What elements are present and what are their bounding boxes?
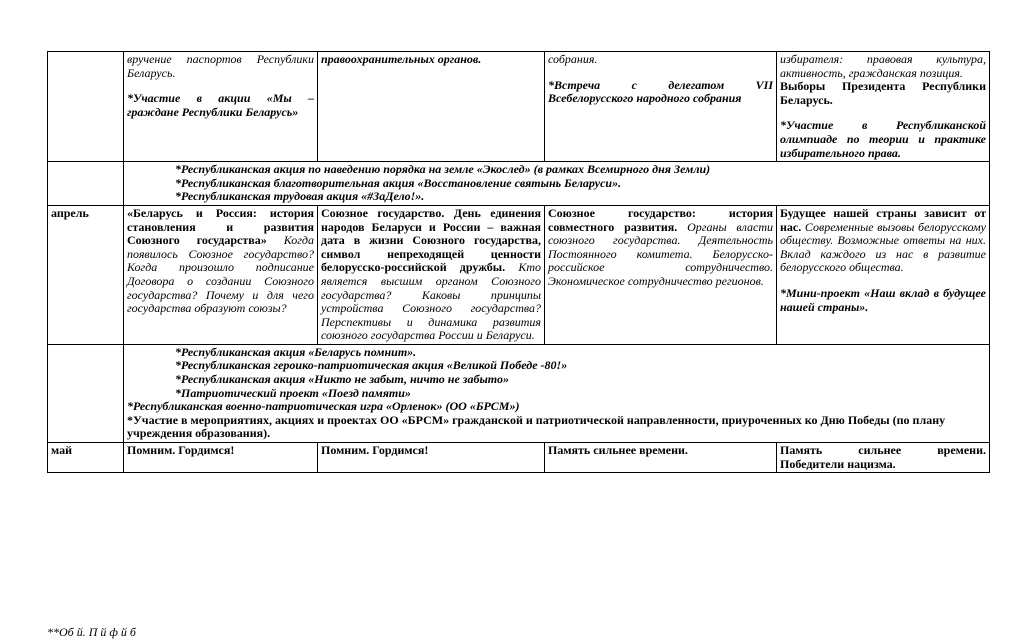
march-week1-action: *Участие в акции «Мы – граждане Республики Беларусь» [127, 91, 314, 119]
event-item: *Республиканская благотворительная акция «Восстановление святынь Беларуси». [175, 175, 622, 190]
march-week4-olympiad: *Участие в Республиканской олимпиаде по теории и практике избирательного права. [780, 118, 986, 160]
march-week4-text: избирателя: правовая культура, активность, гражданская позиция. [780, 52, 986, 80]
may-week2-cell: Помним. Гордимся! [318, 443, 545, 473]
event-item: *Республиканская акция «Никто не забыт, ничто не забыто» [175, 372, 509, 387]
april-week1-title: «Беларусь и Россия: история становления и развития Союзного государства» [127, 205, 314, 248]
month-cell-may: май [48, 443, 124, 473]
april-events-cell [124, 344, 990, 442]
april-week3-title: Союзное государство: история совместного развития. [548, 205, 773, 234]
event-item: *Республиканская героико-патриотическая акция «Великой Победе -80!» [175, 358, 568, 373]
april-week2-title: Союзное государство. День единения народов Беларуси и России – важная дата в жизни Союзного государства, символ непреходящей ценности белорусско-российской дружбы. [321, 205, 541, 275]
table-row-april-events [48, 344, 990, 442]
april-week2-cell [318, 205, 545, 344]
event-item: *Республиканская акция «Беларусь помнит». [175, 344, 417, 359]
march-week3-text: собрания. [548, 52, 598, 66]
month-cell-empty [48, 162, 124, 206]
march-week4-elections: Выборы Президента Республики Беларусь. [780, 79, 986, 107]
plan-table [47, 51, 990, 473]
march-week3-meeting: *Встреча с делегатом VII Всебелорусского народного собрания [548, 77, 773, 106]
april-week4-text: Современные вызовы белорусскому обществу. Возможные ответы на них. Вклад каждого из нас в развитие белорусского общества. [780, 219, 987, 275]
month-cell-april: апрель [48, 205, 124, 344]
table-row-march-events [48, 162, 990, 206]
event-item: *Республиканская трудовая акция «#ЗаДело!». [175, 189, 425, 204]
march-week4-cell [777, 52, 990, 162]
march-week2-text: правоохранительных органов. [321, 52, 482, 66]
april-week3-text: Органы власти союзного государства. Деятельность Постоянного комитета. Белорусско-российское сотрудничество. Экономическое сотрудничество регионов. [548, 219, 773, 288]
april-week1-text: Когда появилось Союзное государство? Когда произошло подписание Договора о создании Союзного государства? Почему и для чего государства образуют союзы? [127, 233, 314, 316]
march-week3-cell [545, 52, 777, 162]
may-week3-cell: Память сильнее времени. [545, 443, 777, 473]
april-week4-project: *Мини-проект «Наш вклад в будущее нашей страны». [780, 285, 986, 314]
event-item: *Республиканская акция по наведению порядка на земле «Экослед» (в рамках Всемирного дня Земли) [175, 162, 711, 177]
march-week1-text: вручение паспортов Республики Беларусь. [127, 52, 314, 80]
april-week4-title: Будущее нашей страны зависит от нас. [780, 205, 986, 234]
event-item: *Республиканская военно-патриотическая игра «Орленок» (ОО «БРСМ») [127, 399, 520, 414]
april-week2-text: Кто является высшим органом Союзного государства? Каковы принципы устройства Союзного государства? Перспективы и динамика развития союзного государства России и Беларуси. [321, 260, 541, 343]
month-cell-empty [48, 344, 124, 442]
table-row-march-continued [48, 52, 990, 162]
may-week1-cell: Помним. Гордимся! [124, 443, 318, 473]
march-week2-cell [318, 52, 545, 162]
april-week1-cell [124, 205, 318, 344]
event-item: *Патриотический проект «Поезд памяти» [175, 385, 411, 400]
event-item: *Участие в мероприятиях, акциях и проектах ОО «БРСМ» гражданской и патриотической направленности, приуроченных ко Дню Победы (по плану учреждения образования). [127, 412, 946, 441]
april-week3-cell [545, 205, 777, 344]
table-row-april [48, 205, 990, 344]
may-week4-cell: Память сильнее времени. Победители нацизма. [777, 443, 990, 473]
month-cell-empty [48, 52, 124, 162]
footer-cut-text: **Об й. П й ф й б [47, 625, 136, 639]
march-events-cell [124, 162, 990, 206]
march-week1-cell [124, 52, 318, 162]
april-week4-cell [777, 205, 990, 344]
table-row-may [48, 443, 990, 473]
